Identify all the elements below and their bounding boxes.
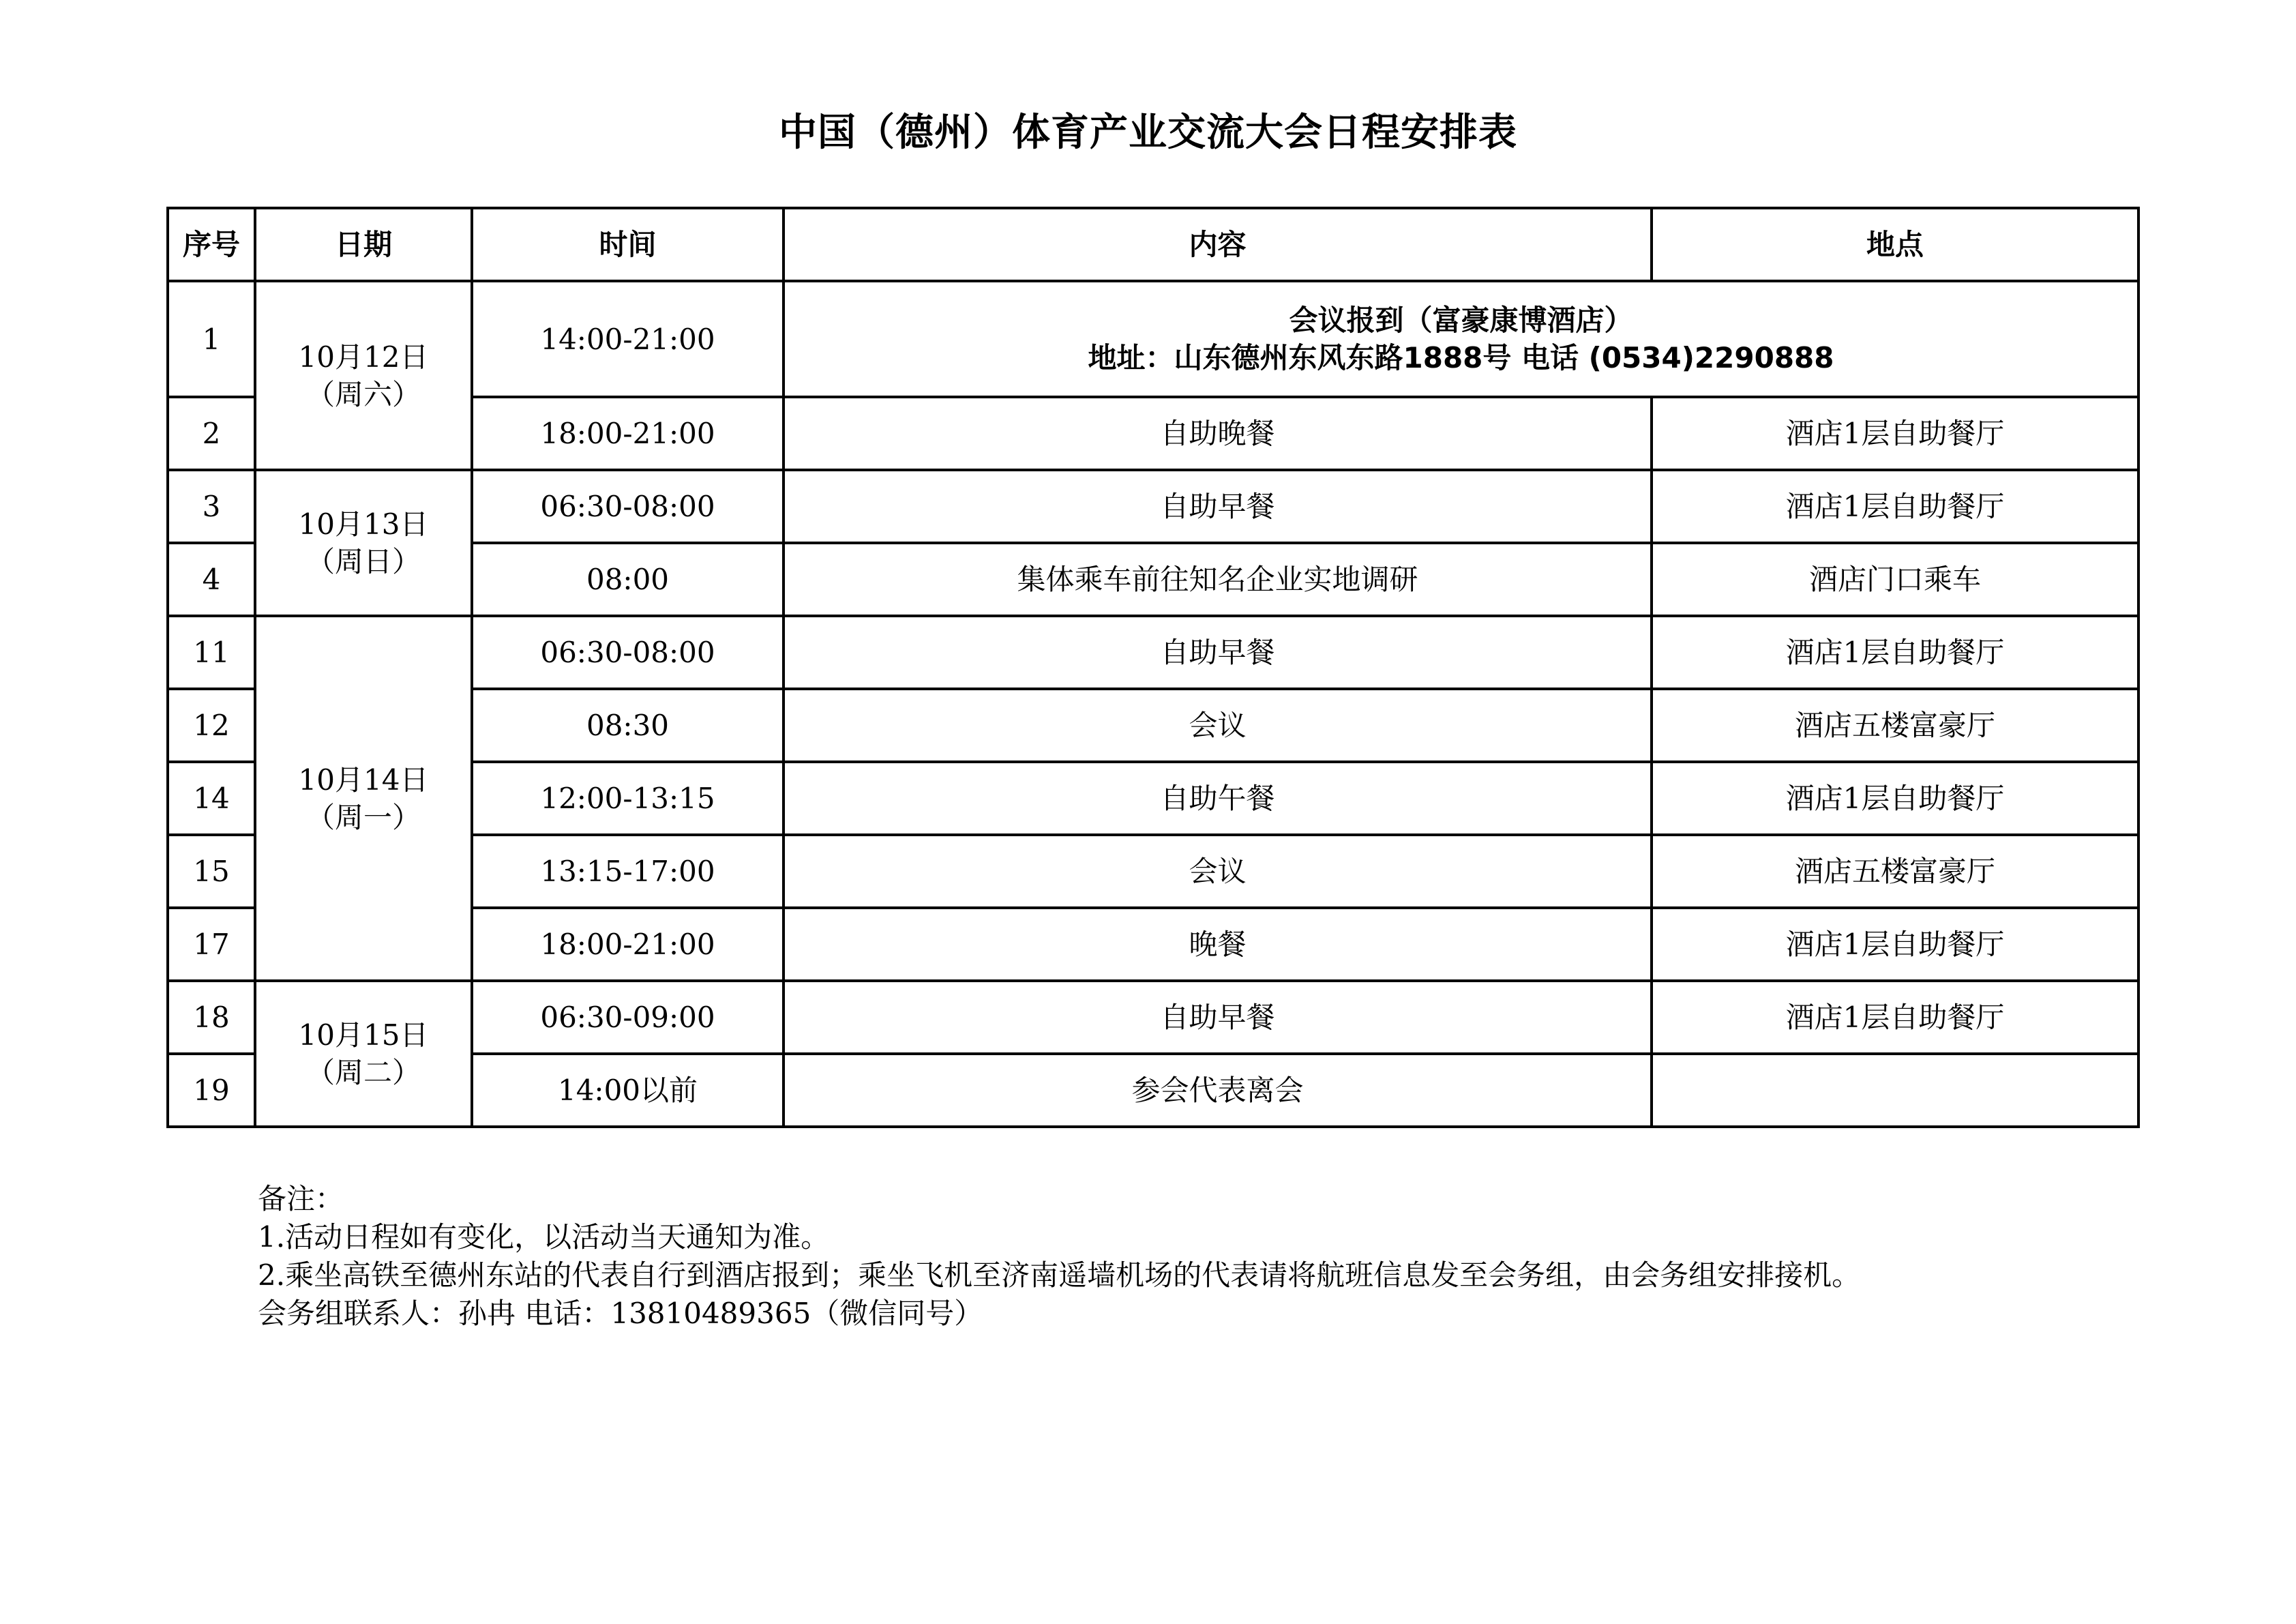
contact-line: 会务组联系人：孙冉 电话：13810489365（微信同号） (258, 1297, 983, 1330)
header-location: 地点 (1652, 208, 2138, 281)
content-cell: 自助晚餐 (784, 397, 1652, 470)
hotel-address: 地址：山东德州东风东路1888号 电话 (0534)2290888 (1088, 341, 1834, 374)
content-cell: 自助早餐 (784, 616, 1652, 689)
content-cell (784, 281, 2138, 397)
date-cell (255, 281, 472, 470)
time-cell: 06:30-08:00 (472, 616, 784, 689)
weekday-label: （周二） (305, 1056, 421, 1089)
notes-section (258, 1180, 2167, 1333)
content-cell: 自助早餐 (784, 981, 1652, 1054)
date-cell (255, 981, 472, 1127)
time-cell: 13:15-17:00 (472, 835, 784, 908)
row-number: 19 (168, 1054, 255, 1127)
page-title: 中国（德州）体育产业交流大会日程安排表 (779, 110, 1517, 155)
time-cell: 18:00-21:00 (472, 397, 784, 470)
date-label: 10月15日 (298, 1018, 429, 1052)
time-cell: 06:30-09:00 (472, 981, 784, 1054)
location-cell: 酒店1层自助餐厅 (1652, 908, 2138, 981)
location-cell: 酒店1层自助餐厅 (1652, 397, 2138, 470)
note-line-2: 2.乘坐高铁至德州东站的代表自行到酒店报到；乘坐飞机至济南遥墙机场的代表请将航班信息发至会务组，由会务组安排接机。 (258, 1258, 1861, 1292)
schedule-table (166, 207, 2140, 1128)
date-cell (255, 470, 472, 616)
location-cell: 酒店1层自助餐厅 (1652, 616, 2138, 689)
content-cell: 晚餐 (784, 908, 1652, 981)
content-cell: 参会代表离会 (784, 1054, 1652, 1127)
notes-heading: 备注： (258, 1182, 344, 1215)
weekday-label: （周日） (305, 545, 421, 578)
row-number: 12 (168, 689, 255, 762)
date-label: 10月14日 (298, 763, 429, 797)
time-cell: 14:00以前 (472, 1054, 784, 1127)
weekday-label: （周六） (305, 377, 421, 411)
location-cell: 酒店1层自助餐厅 (1652, 981, 2138, 1054)
row-number: 15 (168, 835, 255, 908)
time-cell: 14:00-21:00 (472, 281, 784, 397)
content-cell: 自助午餐 (784, 762, 1652, 835)
header-date: 日期 (255, 208, 472, 281)
registration-label: 会议报到（富豪康博酒店） (1289, 304, 1633, 337)
table-row (168, 470, 2138, 543)
row-number: 17 (168, 908, 255, 981)
header-content: 内容 (784, 208, 1652, 281)
weekday-label: （周一） (305, 800, 421, 834)
date-label: 10月12日 (298, 340, 429, 374)
row-number: 2 (168, 397, 255, 470)
content-cell: 会议 (784, 835, 1652, 908)
time-cell: 08:30 (472, 689, 784, 762)
table-row (168, 981, 2138, 1054)
row-number: 18 (168, 981, 255, 1054)
content-cell: 集体乘车前往知名企业实地调研 (784, 543, 1652, 616)
row-number: 1 (168, 281, 255, 397)
row-number: 11 (168, 616, 255, 689)
date-cell (255, 616, 472, 981)
table-row (168, 281, 2138, 397)
location-cell: 酒店门口乘车 (1652, 543, 2138, 616)
table-header-row (168, 208, 2138, 281)
content-cell: 会议 (784, 689, 1652, 762)
time-cell: 08:00 (472, 543, 784, 616)
header-time: 时间 (472, 208, 784, 281)
location-cell: 酒店1层自助餐厅 (1652, 470, 2138, 543)
location-cell (1652, 1054, 2138, 1127)
note-line-1: 1.活动日程如有变化，以活动当天通知为准。 (258, 1220, 830, 1254)
row-number: 14 (168, 762, 255, 835)
location-cell: 酒店五楼富豪厅 (1652, 689, 2138, 762)
time-cell: 12:00-13:15 (472, 762, 784, 835)
content-cell: 自助早餐 (784, 470, 1652, 543)
location-cell: 酒店1层自助餐厅 (1652, 762, 2138, 835)
date-label: 10月13日 (298, 507, 429, 541)
row-number: 3 (168, 470, 255, 543)
time-cell: 18:00-21:00 (472, 908, 784, 981)
time-cell: 06:30-08:00 (472, 470, 784, 543)
location-cell: 酒店五楼富豪厅 (1652, 835, 2138, 908)
row-number: 4 (168, 543, 255, 616)
table-row (168, 616, 2138, 689)
header-no: 序号 (168, 208, 255, 281)
